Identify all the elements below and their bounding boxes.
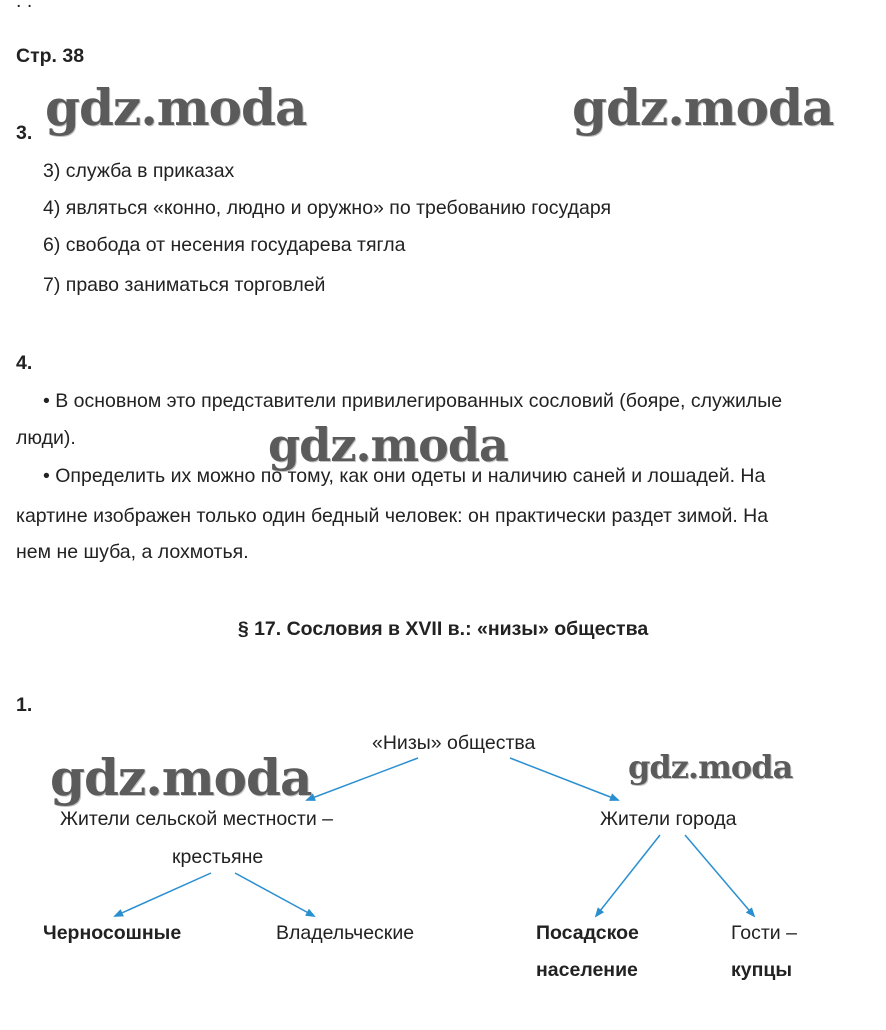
page-label: Стр. 38 — [16, 45, 85, 67]
diagram-number: 1. — [16, 694, 33, 716]
diagram-urban: Жители города — [600, 808, 737, 830]
diagram-leaf-posad: Посадское — [536, 922, 639, 944]
task-3-item: 6) свобода от несения государева тягла — [43, 234, 406, 256]
diagram-leaf-gosti: Гости – — [731, 922, 797, 944]
clipped-top-text: . . — [16, 0, 33, 12]
arrow-urban-to-posad — [596, 835, 660, 916]
watermark: gdz.moda — [50, 748, 312, 807]
task-4-bullet-2-cont: нем не шуба, а лохмотья. — [16, 541, 249, 563]
diagram-leaf-chernososhnye: Черносошные — [43, 922, 182, 944]
task-3-item: 4) являться «конно, людно и оружно» по требованию государя — [43, 197, 612, 219]
arrow-root-to-urban — [510, 758, 618, 800]
section-title: § 17. Сословия в XVII в.: «низы» общества — [237, 618, 649, 640]
arrow-rural-to-chernososhnye — [115, 873, 211, 916]
task-4-bullet-1-cont: люди). — [16, 427, 76, 449]
task-4-number: 4. — [16, 352, 33, 374]
arrow-rural-to-vladelcheskie — [235, 873, 314, 916]
arrow-urban-to-gosti — [685, 835, 754, 916]
diagram-rural-cont: крестьяне — [172, 846, 264, 868]
diagram-leaf-posad-cont: население — [536, 959, 638, 981]
task-4-bullet-2: • Определить их можно по тому, как они одеты и наличию саней и лошадей. На — [43, 465, 766, 487]
watermark: gdz.moda — [628, 748, 793, 786]
watermark: gdz.moda — [268, 418, 508, 472]
task-3-item: 3) служба в приказах — [43, 160, 235, 182]
diagram-root: «Низы» общества — [372, 732, 536, 754]
watermark: gdz.moda — [572, 78, 834, 137]
task-3-number: 3. — [16, 122, 33, 144]
diagram-rural: Жители сельской местности – — [60, 808, 334, 830]
diagram-leaf-vladelcheskie: Владельческие — [276, 922, 415, 944]
task-4-bullet-2-cont: картине изображен только один бедный человек: он практически раздет зимой. На — [16, 505, 769, 527]
arrow-root-to-rural — [307, 758, 418, 800]
task-3-item: 7) право заниматься торговлей — [43, 274, 326, 296]
watermark: gdz.moda — [45, 78, 307, 137]
task-4-bullet-1: • В основном это представители привилегированных сословий (бояре, служилые — [43, 390, 783, 412]
diagram-leaf-gosti-cont: купцы — [731, 959, 793, 981]
